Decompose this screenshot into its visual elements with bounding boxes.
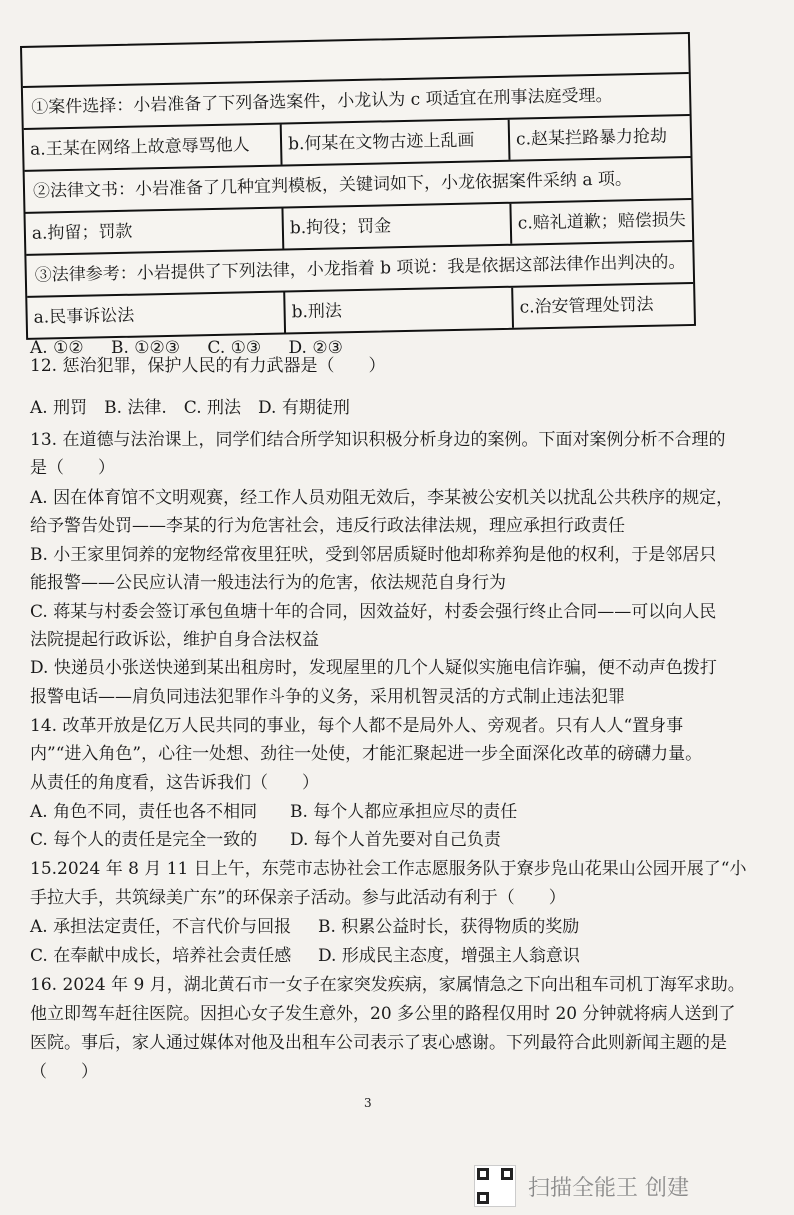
case-table <box>20 32 696 340</box>
q15-choice: B. 积累公益时长，获得物质的奖励 <box>318 917 580 937</box>
table-row-header: ③法律参考：小岩提供了下列法律，小龙指着 b 项说：我是依据这部法律作出判决的。 <box>26 242 693 298</box>
q14-line: 14. 改革开放是亿万人民共同的事业，每个人都不是局外人、旁观者。只有人人“置身事 <box>30 716 684 736</box>
scanner-watermark <box>474 1166 784 1206</box>
table-cell: c.赔礼道歉；赔偿损失 <box>517 210 686 234</box>
q12-choices: A. 刑罚 B. 法律. C. 刑法 D. 有期徒刑 <box>30 398 350 418</box>
q13-line: B. 小王家里饲养的宠物经常夜里狂吠，受到邻居质疑时他却称养狗是他的权利，于是邻居只 <box>30 545 717 565</box>
q14-choice: D. 每个人首先要对自己负责 <box>290 830 501 850</box>
q13-line: C. 蒋某与村委会签订承包鱼塘十年的合同，因效益好，村委会强行终止合同——可以向人民 <box>30 602 717 622</box>
q13-line: A. 因在体育馆不文明观赛，经工作人员劝阻无效后，李某被公安机关以扰乱公共秩序的规定， <box>30 488 734 508</box>
q16-line: 医院。事后，家人通过媒体对他及出租车公司表示了衷心感谢。下列最符合此则新闻主题的是 <box>30 1033 727 1053</box>
q15-choice: D. 形成民主态度，增强主人翁意识 <box>318 946 580 966</box>
q13-line: D. 快递员小张送快递到某出租房时，发现屋里的几个人疑似实施电信诈骗，便不动声色拨打 <box>30 658 717 678</box>
q16-line: 16. 2024 年 9 月，湖北黄石市一女子在家突发疾病，家属情急之下向出租车司机丁海军求助。 <box>30 975 745 995</box>
q13-line: 13. 在道德与法治课上，同学们结合所学知识积极分析身边的案例。下面对案例分析不合理的 <box>30 430 726 450</box>
qr-code-icon <box>474 1165 516 1207</box>
choice: A. ①② <box>30 338 84 358</box>
table-row-header: ①案件选择：小岩准备了下列备选案件，小龙认为 c 项适宜在刑事法庭受理。 <box>23 74 690 130</box>
table-cell: b.刑法 <box>285 288 514 333</box>
page-number: 3 <box>364 1096 372 1110</box>
table-cell: c.赵某拦路暴力抢劫 <box>515 126 668 150</box>
q14-line: 内”“进入角色”，心往一处想、劲往一处使，才能汇聚起进一步全面深化改革的磅礴力量。 <box>30 744 703 764</box>
table-cell: a.王某在网络上故意辱骂他人 <box>24 125 283 170</box>
q15-choice: A. 承担法定责任，不言代价与回报 <box>30 917 292 937</box>
q15-line: 15.2024 年 8 月 11 日上午，东莞市志协社会工作志愿服务队于寮步凫山花果山公园开展了“小 <box>30 859 747 879</box>
q13-line: 报警电话——肩负同违法犯罪作斗争的义务，采用机智灵活的方式制止违法犯罪 <box>30 687 625 707</box>
q14-choice: C. 每个人的责任是完全一致的 <box>30 830 258 850</box>
q13-line: 是（ ） <box>30 458 115 478</box>
choice: B. ①②③ <box>110 338 181 358</box>
q14-choice: A. 角色不同，责任也各不相同 <box>30 802 258 822</box>
q14-choice: B. 每个人都应承担应尽的责任 <box>290 802 518 822</box>
q13-line: 能报警——公民应认清一般违法行为的危害，依法规范自身行为 <box>30 573 506 593</box>
q13-line: 给予警告处罚——李某的行为危害社会，违反行政法律法规，理应承担行政责任 <box>30 516 625 536</box>
choice: D. ②③ <box>288 338 343 358</box>
table-row-header: ②法律文书：小岩准备了几种宜判模板，关键词如下，小龙依据案件采纳 a 项。 <box>25 158 692 214</box>
table-cell: c.治安管理处罚法 <box>519 294 654 318</box>
q15-line: 手拉大手，共筑绿美广东”的环保亲子活动。参与此活动有利于（ ） <box>30 888 566 908</box>
q15-choice: C. 在奉献中成长，培养社会责任感 <box>30 946 292 966</box>
q16-line: （ ） <box>30 1062 98 1082</box>
choice: C. ①③ <box>207 338 262 358</box>
table-cell: a.拘留；罚款 <box>26 209 285 254</box>
q16-line: 他立即驾车赶往医院。因担心女子发生意外，20 多公里的路程仅用时 20 分钟就将病人送到了 <box>30 1004 736 1024</box>
q14-line: 从责任的角度看，这告诉我们（ ） <box>30 773 319 793</box>
table-cell: a.民事诉讼法 <box>27 292 286 337</box>
q12-stem: 12. 惩治犯罪，保护人民的有力武器是（ ） <box>30 356 386 376</box>
table-cell: b.何某在文物古迹上乱画 <box>282 120 511 165</box>
scanner-brand: 扫描全能王 创建 <box>528 1175 689 1201</box>
q13-line: 法院提起行政诉讼，维护自身合法权益 <box>30 630 319 650</box>
table-cell: b.拘役；罚金 <box>283 204 512 249</box>
